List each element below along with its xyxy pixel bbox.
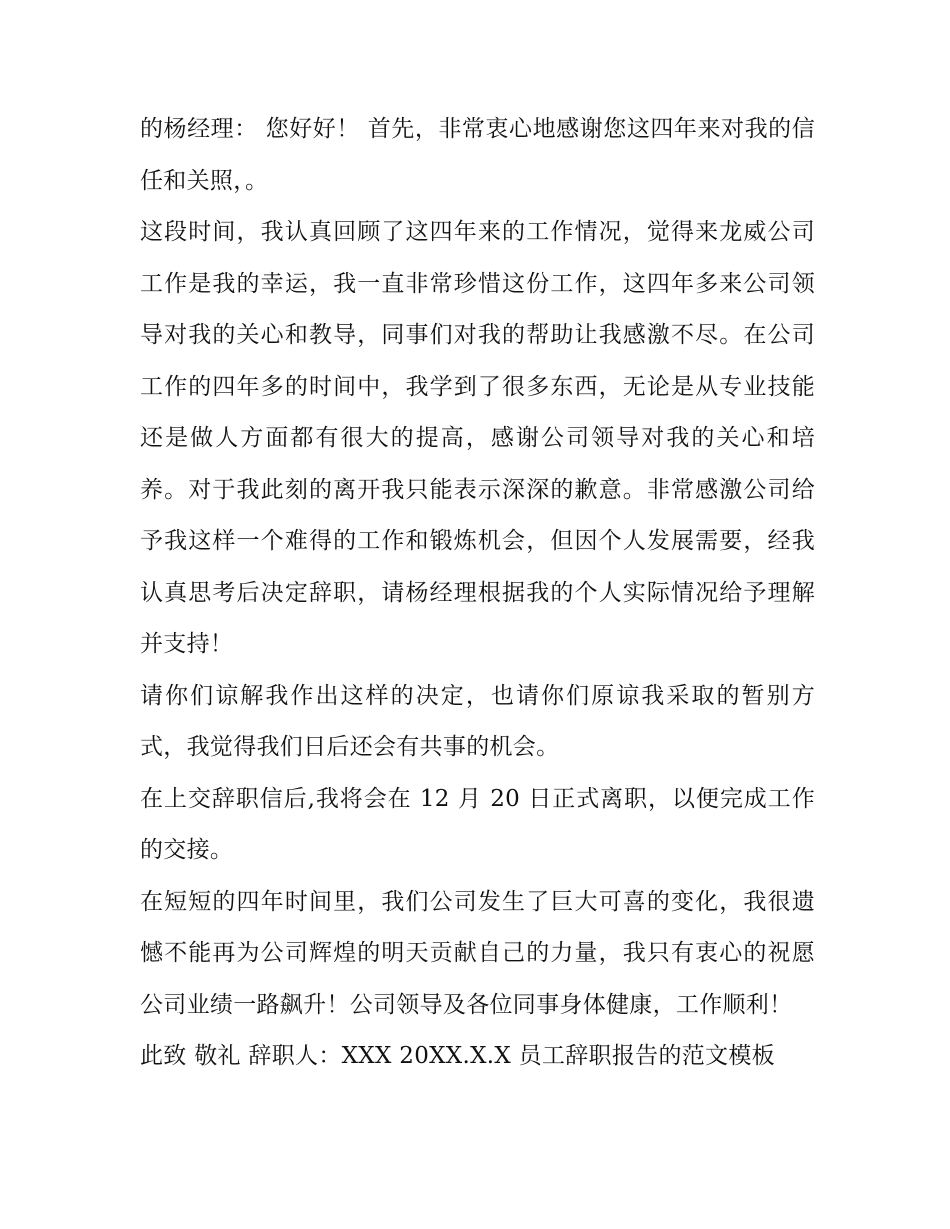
paragraph-closing: 此致 敬礼 辞职人：XXX 20XX.X.X 员工辞职报告的范文模板 [140, 1043, 775, 1069]
paragraph-apology: 请你们谅解我作出这样的决定，也请你们原谅我采取的暂别方式，我觉得我们日后还会有共事的机会。 [140, 682, 815, 760]
paragraph-reflection: 这段时间，我认真回顾了这四年来的工作情况，觉得来龙威公司工作是我的幸运，我一直非常珍惜这份工作，这四年多来公司领导对我的关心和教导，同事们对我的帮助让我感激不尽。在公司工作的四年多的时间中，我学到了很多东西，无论是从专业技能还是做人方面都有很大的提高，感谢公司领导对我的关心和培养。对于我此刻的离开我只能表示深深的歉意。非常感激公司给予我这样一个难得的工作和锻炼机会，但因个人发展需要，经我认真思考后决定辞职，请杨经理根据我的个人实际情况给予理解并支持！ [140, 219, 815, 657]
paragraph-departure-date: 在上交辞职信后,我将会在 12 月 20 日正式离职，以便完成工作的交接。 [140, 785, 815, 863]
paragraph-salutation: 的杨经理： 您好好！ 首先，非常衷心地感谢您这四年来对我的信任和关照，。 [140, 116, 815, 194]
letter-body [140, 104, 815, 1083]
paragraph-wishes: 在短短的四年时间里，我们公司发生了巨大可喜的变化，我很遗憾不能再为公司辉煌的明天贡献自己的力量，我只有衷心的祝愿公司业绩一路飙升！公司领导及各位同事身体健康，工作顺利！ [140, 888, 815, 1018]
